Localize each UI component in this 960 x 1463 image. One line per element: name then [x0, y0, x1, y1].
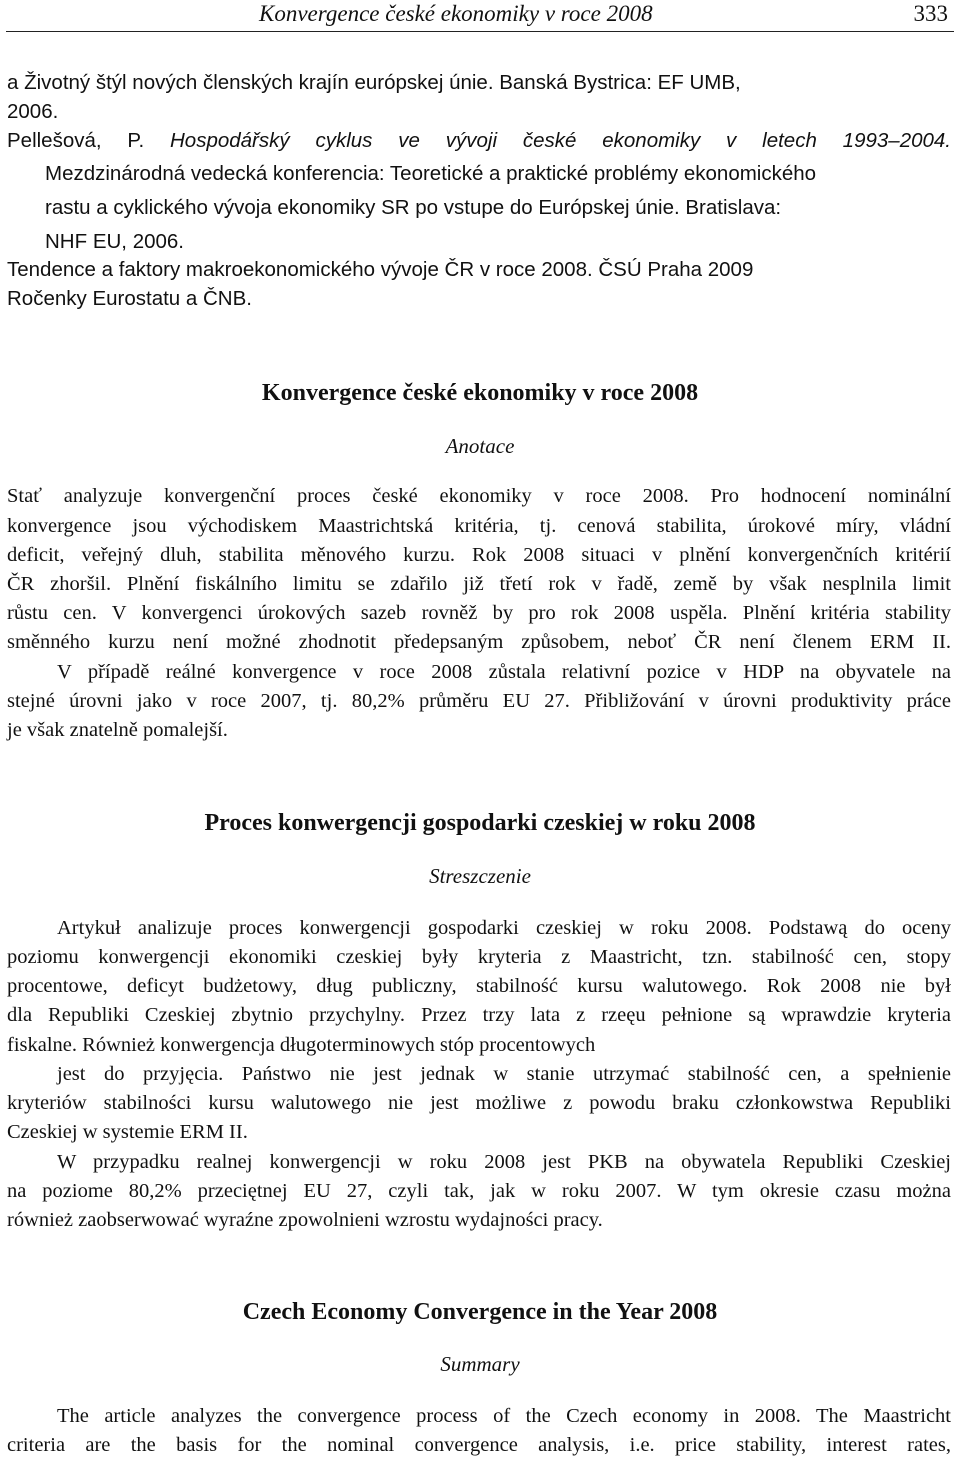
reference-line: rastu a cyklického vývoja ekonomiky SR po vstupe do Európskej únie. Bratislava: — [45, 196, 782, 219]
section-subtitle: Anotace — [445, 434, 515, 458]
abstract-line: ČR zhoršil. Plnění fiskálního limitu se zdařilo již třetí rok v řadě, země by však nesplnila limit — [7, 573, 951, 595]
section-subtitle: Summary — [440, 1352, 520, 1376]
abstract-line: kryteriów stabilności kursu walutowego nie jest możliwe z powodu braku członkowstwa Republiki — [7, 1092, 951, 1114]
abstract-line: jest do przyjęcia. Państwo nie jest jednak w stanie utrzymać stabilność cen, a spełnienie — [57, 1063, 951, 1085]
abstract-line: stejné úrovni jako v roce 2007, tj. 80,2% průměru EU 27. Přibližování v úrovni produktivity práce — [7, 690, 951, 712]
header-rule — [6, 31, 954, 32]
abstract-line: dla Republiki Czeskiej zbytnio przychylny. Przez trzy lata z rzeęu pełnione są wprawdzie kryteria — [7, 1004, 951, 1026]
abstract-line: criteria are the basis for the nominal convergence analysis, i.e. price stability, interest rates, — [7, 1434, 951, 1456]
reference-title: Hospodářský cyklus ve vývoji české ekonomiky v letech 1993–2004. — [170, 129, 951, 152]
abstract-line: na poziome 80,2% przeciętnej EU 27, czyli tak, jak w roku 2007. W tym okresie czasu można — [7, 1180, 951, 1202]
abstract-line: V případě reálné konvergence v roce 2008 zůstala relativní pozice v HDP na obyvatele na — [57, 661, 951, 683]
abstract-line: Artykuł analizuje proces konwergencji gospodarki czeskiej w roku 2008. Podstawą do oceny — [57, 917, 951, 939]
abstract-line: Stať analyzuje konvergenční proces české ekonomiky v roce 2008. Pro hodnocení nominální — [7, 485, 951, 507]
abstract-line: konvergence jsou východiskem Maastrichtská kritéria, tj. cenová stabilita, úrokové míry, vládní — [7, 515, 951, 537]
reference-line: Tendence a faktory makroekonomického vývoje ČR v roce 2008. ČSÚ Praha 2009 — [7, 258, 754, 281]
reference-line: NHF EU, 2006. — [45, 230, 184, 253]
section-title: Konvergence české ekonomiky v roce 2008 — [261, 380, 699, 406]
reference-line — [7, 127, 951, 155]
abstract-line: Czeskiej w systemie ERM II. — [7, 1121, 248, 1143]
section-title: Proces konwergencji gospodarki czeskiej w roku 2008 — [204, 810, 756, 836]
abstract-line: The article analyzes the convergence process of the Czech economy in 2008. The Maastricht — [57, 1405, 951, 1427]
reference-author: Pellešová, P. — [7, 129, 145, 152]
running-header-title: Konvergence české ekonomiky v roce 2008 — [259, 1, 653, 26]
abstract-line: růstu cen. V konvergenci úrokových sazeb rovněž by pro rok 2008 uspěla. Plnění kritéria stability — [7, 602, 951, 624]
abstract-line: również zaobserwować wyraźne zpowolnieni wzrostu wydajności pracy. — [7, 1209, 603, 1231]
page-number: 333 — [913, 1, 948, 26]
reference-line: a Životný štýl nových členských krajín európskej únie. Banská Bystrica: EF UMB, — [7, 71, 741, 94]
reference-line: Mezdzinárodná vedecká konferencia: Teoretické a praktické problémy ekonomického — [45, 162, 817, 185]
section-subtitle: Streszczenie — [429, 864, 531, 888]
abstract-line: je však znatelně pomalejší. — [7, 719, 228, 741]
abstract-line: procentowe, deficyt budżetowy, dług publiczny, stabilność kursu walutowego. Rok 2008 nie był — [7, 975, 951, 997]
abstract-line: směnného kurzu není možné zhodnotit předepsaným způsobem, neboť ČR není členem ERM II. — [7, 631, 951, 653]
running-header — [0, 0, 960, 34]
section-title: Czech Economy Convergence in the Year 2008 — [242, 1299, 718, 1325]
abstract-line: poziomu konwergencji ekonomiki czeskiej były kryteria z Maastricht, tzn. stabilność cen, stopy — [7, 946, 951, 968]
abstract-line: fiskalne. Również konwergencja długoterminowych stóp procentowych — [7, 1034, 596, 1056]
abstract-line: deficit, veřejný dluh, stabilita měnového kurzu. Rok 2008 situaci v plnění konvergenčních kritérií — [7, 544, 951, 566]
reference-line: Ročenky Eurostatu a ČNB. — [7, 287, 252, 310]
reference-line: 2006. — [7, 100, 59, 123]
abstract-line: W przypadku realnej konwergencji w roku 2008 jest PKB na obywatela Republiki Czeskiej — [57, 1151, 951, 1173]
